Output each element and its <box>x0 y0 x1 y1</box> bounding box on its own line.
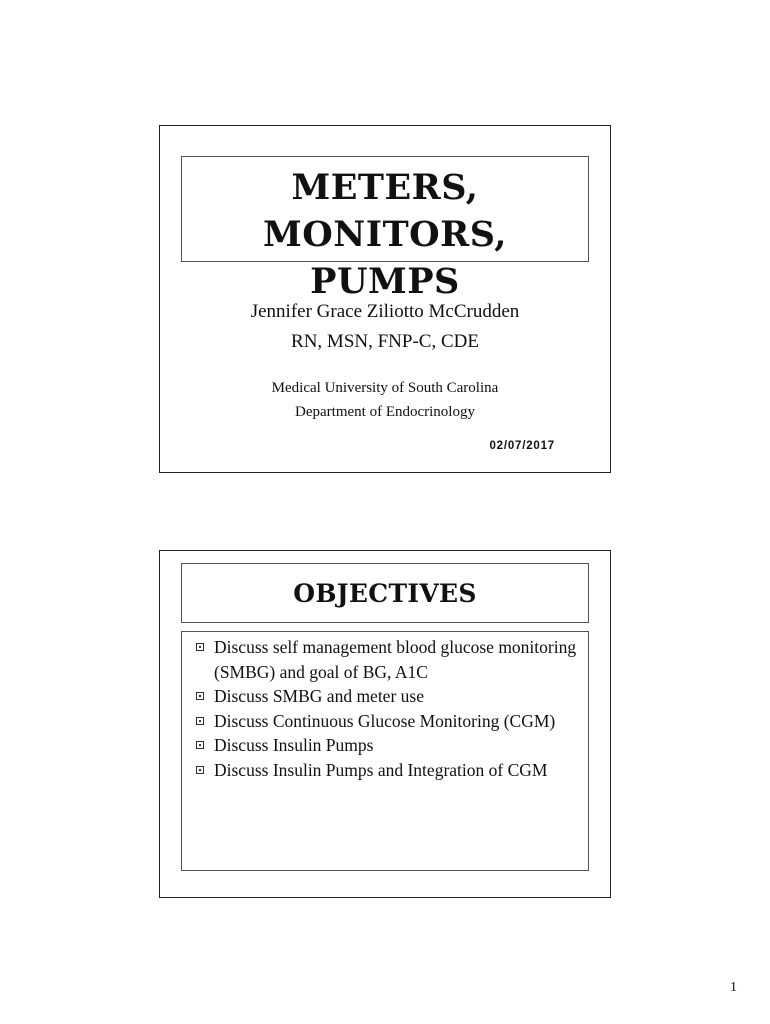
objective-text: Discuss SMBG and meter use <box>214 686 424 706</box>
checkbox-square-icon <box>196 692 204 700</box>
list-item <box>196 758 586 783</box>
checkbox-square-icon <box>196 741 204 749</box>
list-item <box>196 733 586 758</box>
objectives-content-box <box>181 631 589 871</box>
presentation-date: 02/07/2017 <box>489 440 555 452</box>
list-item <box>196 709 586 734</box>
objectives-title: OBJECTIVES <box>293 579 477 608</box>
title-slide <box>159 125 611 473</box>
objective-text: Discuss Insulin Pumps <box>214 735 374 755</box>
objective-text: Discuss Insulin Pumps and Integration of CGM <box>214 759 548 780</box>
page-number: 1 <box>730 980 737 995</box>
objective-text: Discuss Continuous Glucose Monitoring (CGM) <box>214 710 556 731</box>
slide-title-line-2: MONITORS, PUMPS <box>263 214 507 302</box>
affiliation-university: Medical University of South Carolina <box>271 380 499 396</box>
list-item <box>196 684 586 709</box>
author-name: Jennifer Grace Ziliotto McCrudden <box>250 301 520 322</box>
checkbox-square-icon <box>196 717 204 725</box>
objectives-slide <box>159 550 611 898</box>
affiliation-department: Department of Endocrinology <box>295 404 475 420</box>
objective-text: Discuss self management blood glucose monitoring (SMBG) and goal of BG, A1C <box>214 637 577 682</box>
author-credentials: RN, MSN, FNP-C, CDE <box>291 331 479 352</box>
objectives-list <box>196 635 586 782</box>
objectives-title-box <box>181 563 589 623</box>
slide-title-line-1: METERS, <box>291 167 479 208</box>
checkbox-square-icon <box>196 766 204 774</box>
checkbox-square-icon <box>196 643 204 651</box>
title-box <box>181 156 589 302</box>
list-item <box>196 635 586 684</box>
